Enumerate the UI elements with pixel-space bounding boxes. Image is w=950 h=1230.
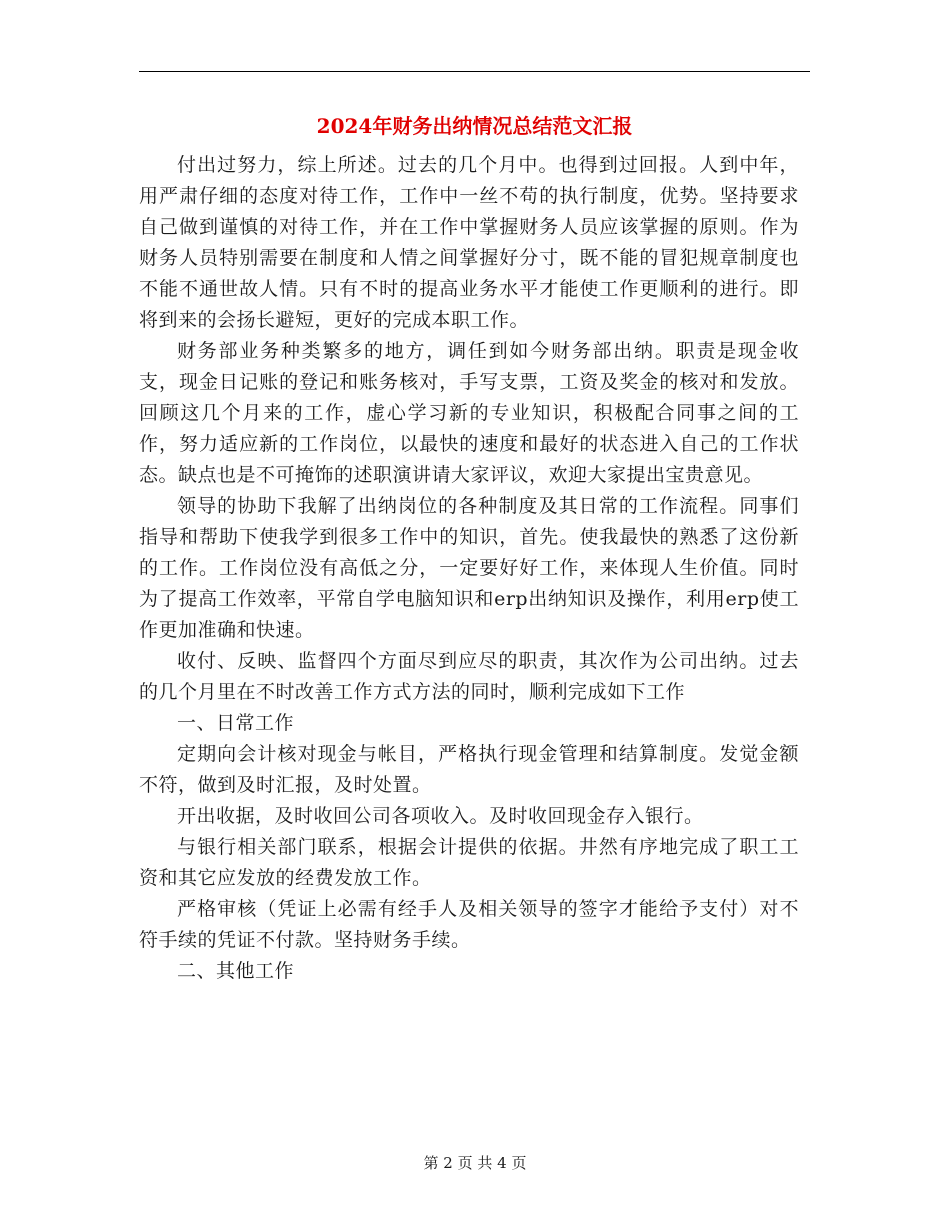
page-number: 第 2 页 共 4 页 [423, 1154, 527, 1172]
section-heading-daily-work: 一、日常工作 [177, 712, 295, 734]
paragraph-7: 与银行相关部门联系，根据会计提供的依据。井然有序地完成了职工工资和其它应发放的经费发放工作。 [139, 836, 799, 889]
paragraph-5: 定期向会计核对现金与帐目，严格执行现金管理和结算制度。发觉金额不符，做到及时汇报，及时处置。 [139, 743, 799, 796]
document-title: 2024年财务出纳情况总结范文汇报 [316, 114, 633, 138]
paragraph-1: 付出过努力，综上所述。过去的几个月中。也得到过回报。人到中年，用严肃仔细的态度对待工作，工作中一丝不苟的执行制度，优势。坚持要求自己做到谨慎的对待工作，并在工作中掌握财务人员应该掌握的原则。作为财务人员特别需要在制度和人情之间掌握好分寸，既不能的冒犯规章制度也不能不通世故人情。只有不时的提高业务水平才能使工作更顺利的进行。即将到来的会扬长避短，更好的完成本职工作。 [139, 154, 799, 331]
paragraph-8: 严格审核（凭证上必需有经手人及相关领导的签字才能给予支付）对不符手续的凭证不付款。坚持财务手续。 [139, 898, 799, 951]
document-body [139, 150, 799, 987]
paragraph-2: 财务部业务种类繁多的地方，调任到如今财务部出纳。职责是现金收支，现金日记账的登记和账务核对，手写支票，工资及奖金的核对和发放。回顾这几个月来的工作，虚心学习新的专业知识，积极配合同事之间的工作，努力适应新的工作岗位，以最快的速度和最好的状态进入自己的工作状态。缺点也是不可掩饰的述职演讲请大家评议，欢迎大家提出宝贵意见。 [139, 340, 799, 486]
paragraph-3: 领导的协助下我解了出纳岗位的各种制度及其日常的工作流程。同事们指导和帮助下使我学到很多工作中的知识，首先。使我最快的熟悉了这份新的工作。工作岗位没有高低之分，一定要好好工作，来体现人生价值。同时为了提高工作效率，平常自学电脑知识和erp出纳知识及操作，利用erp使工作更加准确和快速。 [139, 495, 799, 641]
paragraph-4: 收付、反映、监督四个方面尽到应尽的职责，其次作为公司出纳。过去的几个月里在不时改善工作方式方法的同时，顺利完成如下工作 [139, 650, 799, 703]
section-heading-other-work: 二、其他工作 [177, 960, 295, 982]
header-rule [139, 71, 810, 72]
paragraph-6: 开出收据，及时收回公司各项收入。及时收回现金存入银行。 [177, 805, 704, 827]
